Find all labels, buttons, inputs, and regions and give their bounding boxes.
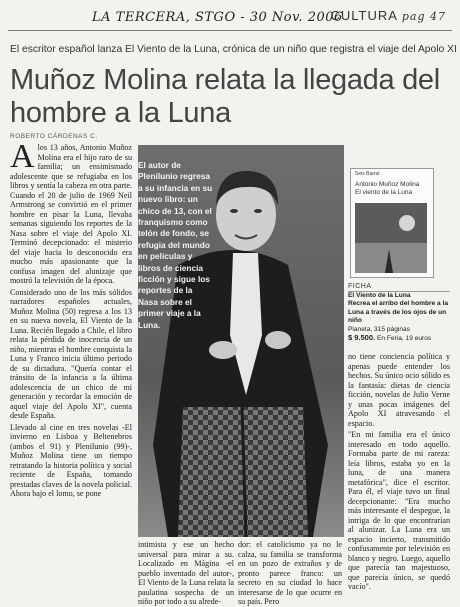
paragraph-text: los 13 años, Antonio Muñoz Molina era el hijo raro de su familia; un ensimismado adolescente que se refugiaba en los libros y sentía la cabeza en otra parte. Cuando el 20 de julio de 1969 Neil Armstrong se convirtió en el primer hombre en pisar la Luna, llevaba semanas siguiendo los reportes de la Nasa sobre el viaje del Apolo XI. Terminó decepcionado: el misterio del viaje hacia lo desconocido era mucho más apasionante que la confusa imagen del alunizaje que mostró la televisión de la época. [10, 143, 132, 285]
article-column-1 [10, 138, 132, 501]
page-note: pag 47 [401, 10, 446, 23]
article-column-3-bottom: dor: el catolicismo ya no le calza, su familia se transforma en un pozo de extraños y de pronto parece franco: un secreto en su ciudad lo hace interesarse de lo que ocurre en su país. Pero [238, 540, 342, 606]
book-cover-art [355, 203, 427, 273]
section-label [331, 8, 446, 23]
ficha-publisher: Planeta, 315 páginas [348, 325, 410, 333]
book-publisher: Seix Barral [355, 171, 380, 177]
book-author: Antonio Muñoz Molina [355, 181, 420, 188]
handwritten-date-note: LA TERCERA, STGO - 30 Nov. 2006 [92, 10, 343, 25]
headline: Muñoz Molina relata la llegada del hombre a la Luna [10, 64, 440, 129]
byline: ROBERTO CÁRDENAS C. [10, 133, 98, 140]
book-cover [350, 168, 434, 278]
ficha-price-note: En Feria, 19 euros [376, 335, 432, 343]
ficha-price: $ 9.500. [348, 333, 376, 343]
paragraph: no tiene conciencia política y apenas puede entender los hechos. Su único ocio sólido es la fantasía: dietas de ciencia ficción, novelas de Julio Verne y unas pocas imágenes del Apolo XI atravesando el espacio. [348, 352, 450, 428]
pull-quote: El autor de Plenilunio regresa a su infancia en su nuevo libro: un chico de 13, con el franquismo como telón de fondo, se refugia del mundo en películas y libros de ciencia ficción y sigue los reportes de la Nasa sobre el primer viaje a la Luna. [138, 160, 213, 330]
paragraph: Llevado al cine en tres novelas -El invierno en Lisboa y Beltenebros (ambos el 91) y Plenilunio (99)-, Muñoz Molina tiene un tiempo retratando la historia política y social reciente de España, tomando prestadas claves de la novela policial. Ahora bajo el lomo, se pone [10, 422, 132, 498]
book-title: El viento de la Luna [355, 189, 413, 196]
header-rule [8, 30, 452, 31]
ficha-title: El Viento de la Luna [348, 292, 411, 299]
kicker: El escritor español lanza El Viento de la Luna, crónica de un niño que registra el viaje del Apolo XI [10, 44, 457, 55]
paragraph: "En mi familia era el único interesado en todo aquello. Formaba parte de mi rareza: leía libros, estaba yo en la luna, de una manera metafórica", dice el escritor. Para él, el viaje tuvo un final decepcionante: "Era mucho más interesante el despegue, la intriga de lo que encontrarían al alunizar. La Luna era un espacio incierto, transmitido confusamente por televisión en blanco y negro. Luego, aquello que parecía tan majestuoso, que parecía único, se quedó vacío". [348, 430, 450, 591]
article-column-2-bottom: intimista y ese un hecho universal para mirar a su. Localizado en Mágina -el pueblo inventado del autor-, El Viento de la Luna relata la paulatina sospecha de un niño por todo a su alrede- [138, 540, 234, 606]
drop-cap: A [10, 138, 35, 175]
article-column-4 [348, 352, 450, 594]
ficha-label: FICHA [348, 283, 372, 290]
ficha-box [348, 292, 450, 343]
ficha-description: Recrea el arribo del hombre a la Luna a través de los ojos de un niño [348, 300, 449, 325]
section-name: CULTURA [330, 8, 398, 23]
ficha-price-line [348, 334, 450, 343]
paragraph [10, 138, 132, 286]
paragraph: Considerado uno de los más sólidos narradores españoles actuales, Muñoz Molina (50) regresa a los 13 en su nueva novela, El Viento de la Luna. Recién llegado a Chile, el libro relata la pérdida de inocencia de un niño, mientras el hombre conquista la Luna y Franco inicia último periodo de su dictadura. "Quería contar el tránsito de la infancia a la última adolescencia de un chico de mi generación y recordar la emoción de aquel viaje del Apolo XI", cuenta desde España. [10, 287, 132, 420]
